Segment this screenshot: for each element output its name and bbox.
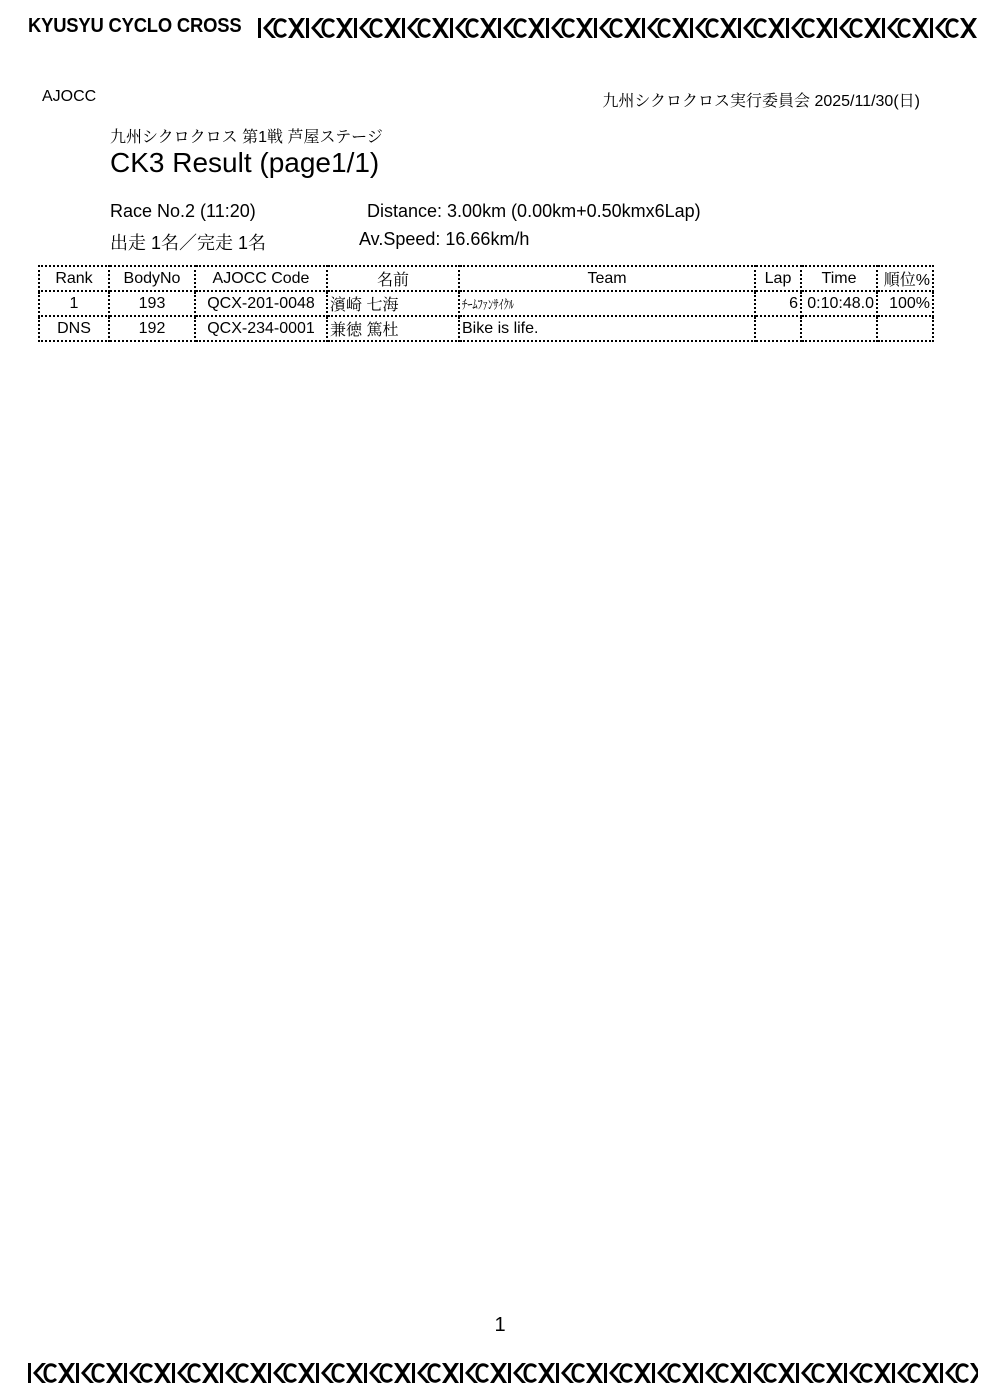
cell-team xyxy=(459,291,755,316)
header-ajocc-code: AJOCC Code xyxy=(195,266,327,291)
header-rank: Rank xyxy=(39,266,109,291)
cell-name: 濱崎 七海 xyxy=(327,291,459,316)
header-rank-percent: 順位% xyxy=(877,266,933,291)
organizer-date: 九州シクロクロス実行委員会 2025/11/30(日) xyxy=(602,93,920,110)
organization-label: AJOCC xyxy=(42,88,97,105)
cell-time: 0:10:48.0 xyxy=(801,291,877,316)
cell-rank: DNS xyxy=(39,316,109,341)
cell-rank-percent xyxy=(877,316,933,341)
cell-ajocc-code: QCX-201-0048 xyxy=(195,291,327,316)
cell-lap: 6 xyxy=(755,291,801,316)
header-team: Team xyxy=(459,266,755,291)
cell-rank: 1 xyxy=(39,291,109,316)
cell-team: Bike is life. xyxy=(459,316,755,341)
results-table xyxy=(38,265,934,342)
kcx-pattern-top-icon xyxy=(258,16,978,40)
cell-name: 兼徳 篤杜 xyxy=(327,316,459,341)
header-time: Time xyxy=(801,266,877,291)
table-row xyxy=(39,291,933,316)
starters-finishers: 出走 1名／完走 1名 xyxy=(110,233,267,253)
brand-logo-text: KYUSYU CYCLO CROSS xyxy=(28,15,242,37)
table-row xyxy=(39,316,933,341)
event-name: 九州シクロクロス 第1戦 芦屋ステージ xyxy=(110,129,383,146)
cell-lap xyxy=(755,316,801,341)
cell-ajocc-code: QCX-234-0001 xyxy=(195,316,327,341)
header-bodyno: BodyNo xyxy=(109,266,195,291)
cell-bodyno: 193 xyxy=(109,291,195,316)
header-lap: Lap xyxy=(755,266,801,291)
cell-team-text: ﾁｰﾑﾌｧﾝｻｲｸﾙ xyxy=(462,296,514,312)
header-name: 名前 xyxy=(327,266,459,291)
cell-bodyno: 192 xyxy=(109,316,195,341)
cell-time xyxy=(801,316,877,341)
table-header-row xyxy=(39,266,933,291)
average-speed: Av.Speed: 16.66km/h xyxy=(359,229,530,249)
kcx-pattern-bottom-icon xyxy=(28,1361,978,1385)
cell-rank-percent: 100% xyxy=(877,291,933,316)
page-number: 1 xyxy=(494,1314,506,1336)
race-number: Race No.2 (11:20) xyxy=(110,201,256,221)
page-title: CK3 Result (page1/1) xyxy=(110,147,380,178)
race-distance: Distance: 3.00km (0.00km+0.50kmx6Lap) xyxy=(367,201,701,221)
